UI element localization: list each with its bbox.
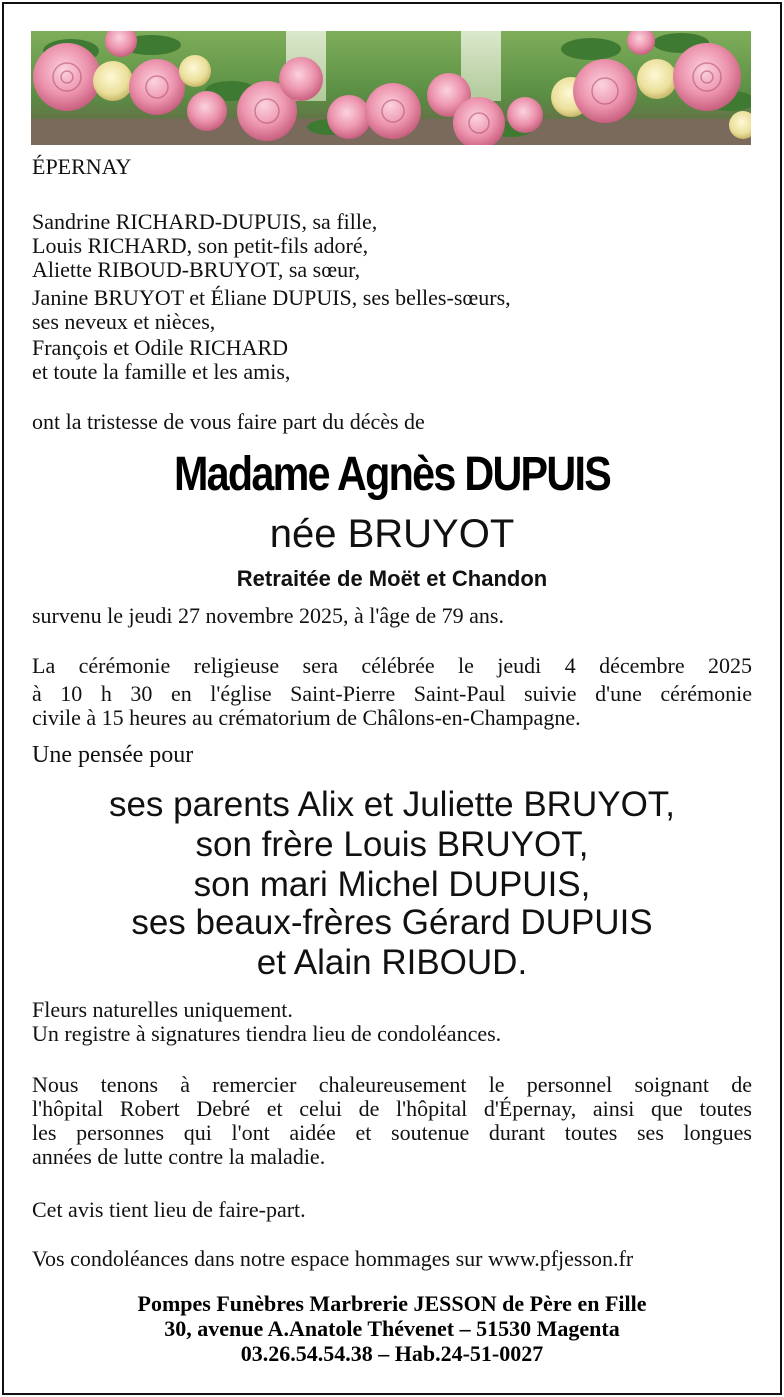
thanks-line: l'hôpital Robert Debré et celui de l'hôpital d'Épernay, ainsi que toutes (32, 1096, 752, 1121)
funeral-home-address: 30, avenue A.Anatole Thévenet – 51530 Magenta (164, 1316, 620, 1341)
ceremony-line: La cérémonie religieuse sera célébrée le jeudi 4 décembre 2025 (32, 653, 752, 678)
funeral-home-name: Pompes Funèbres Marbrerie JESSON de Père en Fille (137, 1291, 647, 1316)
death-info: survenu le jeudi 27 novembre 2025, à l'âge de 79 ans. (32, 603, 504, 628)
thanks-line: années de lutte contre la maladie. (32, 1144, 326, 1169)
remembrance-line: ses beaux-frères Gérard DUPUIS (131, 903, 653, 942)
flowers-line: Fleurs naturelles uniquement. (32, 997, 293, 1022)
family-line: ses neveux et nièces, (32, 309, 216, 334)
family-line: Louis RICHARD, son petit-fils adoré, (32, 233, 369, 258)
remembrance-intro: Une pensée pour (32, 742, 194, 768)
remembrance-line: et Alain RIBOUD. (256, 943, 528, 982)
family-line: François et Odile RICHARD (32, 335, 289, 360)
remembrance-line: ses parents Alix et Juliette BRUYOT, (108, 785, 676, 824)
family-line: et toute la famille et les amis, (32, 359, 291, 384)
family-line: Aliette RIBOUD-BRUYOT, sa sœur, (32, 257, 361, 282)
roses-banner-image (31, 31, 751, 145)
funeral-home-phone: 03.26.54.54.38 – Hab.24-51-0027 (240, 1341, 544, 1366)
roses-illustration (31, 31, 751, 145)
remembrance-line: son mari Michel DUPUIS, (193, 865, 591, 904)
thanks-paragraph (32, 1073, 752, 1169)
deceased-name: Madame Agnès DUPUIS (173, 448, 611, 501)
thanks-line: Nous tenons à remercier chaleureusement le personnel soignant de (32, 1072, 752, 1097)
location-heading: ÉPERNAY (32, 154, 132, 179)
remembrance-line: son frère Louis BRUYOT, (195, 825, 589, 864)
ceremony-line: civile à 15 heures au crématorium de Châlons-en-Champagne. (32, 705, 581, 730)
occupation: Retraitée de Moët et Chandon (236, 566, 548, 591)
thanks-line: les personnes qui l'ont aidée et soutenue durant toutes ses longues (32, 1120, 752, 1145)
ceremony-line: à 10 h 30 en l'église Saint-Pierre Saint-Paul suivie d'une cérémonie (32, 681, 752, 706)
maiden-name: née BRUYOT (269, 512, 515, 556)
family-line: Janine BRUYOT et Éliane DUPUIS, ses belles-sœurs, (32, 285, 511, 310)
announcement-text: ont la tristesse de vous faire part du décès de (32, 409, 425, 434)
family-line: Sandrine RICHARD-DUPUIS, sa fille, (32, 209, 378, 234)
registry-line: Un registre à signatures tiendra lieu de condoléances. (32, 1021, 502, 1046)
condolences-line: Vos condoléances dans notre espace hommages sur www.pfjesson.fr (32, 1246, 634, 1271)
notice-line: Cet avis tient lieu de faire-part. (32, 1197, 306, 1222)
ceremony-paragraph (32, 654, 752, 730)
